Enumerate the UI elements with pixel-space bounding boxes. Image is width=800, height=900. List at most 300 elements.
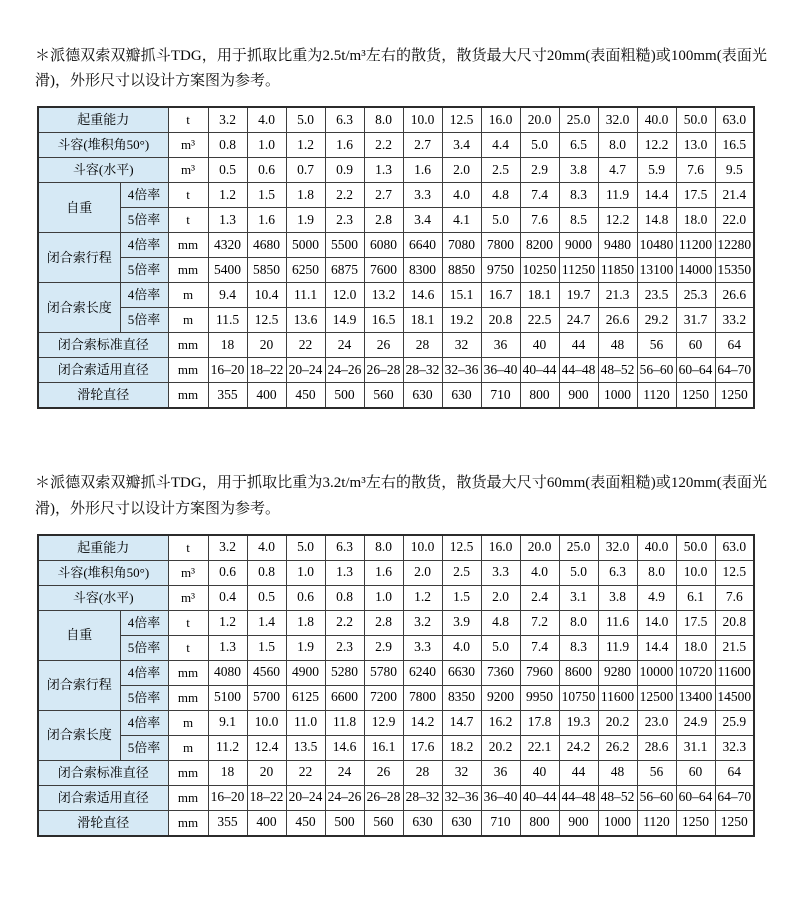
- value-cell: 20–24: [286, 785, 325, 810]
- value-cell: 23.5: [637, 283, 676, 308]
- value-cell: 2.2: [325, 610, 364, 635]
- value-cell: 2.3: [325, 208, 364, 233]
- table-row: [38, 107, 754, 133]
- value-cell: 14500: [715, 685, 754, 710]
- value-cell: 11200: [676, 233, 715, 258]
- value-cell: 9280: [598, 660, 637, 685]
- value-cell: 24–26: [325, 785, 364, 810]
- table-row: [38, 535, 754, 561]
- value-cell: 29.2: [637, 308, 676, 333]
- value-cell: 5.0: [286, 535, 325, 561]
- value-cell: 1.0: [364, 585, 403, 610]
- value-cell: 50.0: [676, 535, 715, 561]
- table-row: [38, 560, 754, 585]
- value-cell: 900: [559, 810, 598, 836]
- value-cell: 5.0: [481, 635, 520, 660]
- value-cell: 2.4: [520, 585, 559, 610]
- value-cell: 32.0: [598, 107, 637, 133]
- value-cell: 56: [637, 760, 676, 785]
- value-cell: 40–44: [520, 785, 559, 810]
- value-cell: 60: [676, 760, 715, 785]
- value-cell: 11.2: [208, 735, 247, 760]
- unit-cell: mm: [168, 358, 208, 383]
- value-cell: 630: [442, 383, 481, 409]
- value-cell: 14.8: [637, 208, 676, 233]
- value-cell: 8850: [442, 258, 481, 283]
- value-cell: 6600: [325, 685, 364, 710]
- unit-cell: m: [168, 283, 208, 308]
- value-cell: 12.4: [247, 735, 286, 760]
- value-cell: 4320: [208, 233, 247, 258]
- value-cell: 9200: [481, 685, 520, 710]
- value-cell: 7800: [481, 233, 520, 258]
- value-cell: 56–60: [637, 785, 676, 810]
- value-cell: 22.0: [715, 208, 754, 233]
- value-cell: 0.6: [208, 560, 247, 585]
- value-cell: 40: [520, 333, 559, 358]
- row-group-label: 自重: [38, 610, 120, 660]
- value-cell: 1.3: [208, 208, 247, 233]
- value-cell: 2.5: [481, 158, 520, 183]
- value-cell: 25.0: [559, 107, 598, 133]
- value-cell: 5280: [325, 660, 364, 685]
- value-cell: 0.5: [247, 585, 286, 610]
- row-label: 起重能力: [38, 535, 168, 561]
- value-cell: 24–26: [325, 358, 364, 383]
- value-cell: 20.2: [598, 710, 637, 735]
- value-cell: 1.5: [442, 585, 481, 610]
- value-cell: 1120: [637, 383, 676, 409]
- value-cell: 24.2: [559, 735, 598, 760]
- value-cell: 11.6: [598, 610, 637, 635]
- value-cell: 22: [286, 333, 325, 358]
- value-cell: 16.5: [715, 133, 754, 158]
- value-cell: 63.0: [715, 535, 754, 561]
- value-cell: 20: [247, 760, 286, 785]
- value-cell: 8.0: [598, 133, 637, 158]
- value-cell: 7600: [364, 258, 403, 283]
- value-cell: 8.0: [364, 107, 403, 133]
- value-cell: 5100: [208, 685, 247, 710]
- value-cell: 9.4: [208, 283, 247, 308]
- value-cell: 6250: [286, 258, 325, 283]
- row-group-label: 闭合索长度: [38, 710, 120, 760]
- value-cell: 800: [520, 810, 559, 836]
- value-cell: 355: [208, 810, 247, 836]
- unit-cell: mm: [168, 760, 208, 785]
- row-sublabel: 5倍率: [120, 308, 168, 333]
- value-cell: 0.6: [286, 585, 325, 610]
- value-cell: 7800: [403, 685, 442, 710]
- value-cell: 4.8: [481, 610, 520, 635]
- value-cell: 0.6: [247, 158, 286, 183]
- row-label: 闭合索适用直径: [38, 358, 168, 383]
- value-cell: 1.2: [208, 610, 247, 635]
- value-cell: 16.7: [481, 283, 520, 308]
- value-cell: 28: [403, 333, 442, 358]
- value-cell: 32: [442, 333, 481, 358]
- value-cell: 0.9: [325, 158, 364, 183]
- row-label: 斗容(堆积角50°): [38, 560, 168, 585]
- value-cell: 7.6: [676, 158, 715, 183]
- row-label: 闭合索适用直径: [38, 785, 168, 810]
- value-cell: 1.2: [208, 183, 247, 208]
- value-cell: 1.0: [247, 133, 286, 158]
- value-cell: 1250: [676, 383, 715, 409]
- value-cell: 3.3: [403, 635, 442, 660]
- value-cell: 6.3: [325, 535, 364, 561]
- row-sublabel: 5倍率: [120, 735, 168, 760]
- value-cell: 5.0: [286, 107, 325, 133]
- value-cell: 1.8: [286, 610, 325, 635]
- unit-cell: mm: [168, 685, 208, 710]
- value-cell: 36: [481, 760, 520, 785]
- value-cell: 26.2: [598, 735, 637, 760]
- value-cell: 11.8: [325, 710, 364, 735]
- value-cell: 11.5: [208, 308, 247, 333]
- value-cell: 5.0: [559, 560, 598, 585]
- value-cell: 18.1: [403, 308, 442, 333]
- value-cell: 4.8: [481, 183, 520, 208]
- value-cell: 21.4: [715, 183, 754, 208]
- row-sublabel: 5倍率: [120, 635, 168, 660]
- value-cell: 355: [208, 383, 247, 409]
- value-cell: 16.0: [481, 535, 520, 561]
- table-row: [38, 735, 754, 760]
- value-cell: 25.3: [676, 283, 715, 308]
- value-cell: 1.3: [364, 158, 403, 183]
- value-cell: 9.1: [208, 710, 247, 735]
- value-cell: 5500: [325, 233, 364, 258]
- value-cell: 7360: [481, 660, 520, 685]
- value-cell: 11.0: [286, 710, 325, 735]
- value-cell: 12.2: [637, 133, 676, 158]
- value-cell: 2.8: [364, 208, 403, 233]
- value-cell: 26–28: [364, 358, 403, 383]
- value-cell: 18–22: [247, 358, 286, 383]
- value-cell: 26: [364, 760, 403, 785]
- row-group-label: 自重: [38, 183, 120, 233]
- value-cell: 18: [208, 333, 247, 358]
- value-cell: 1.5: [247, 183, 286, 208]
- value-cell: 630: [403, 383, 442, 409]
- value-cell: 1.5: [247, 635, 286, 660]
- value-cell: 6.3: [325, 107, 364, 133]
- table-row: [38, 610, 754, 635]
- value-cell: 500: [325, 383, 364, 409]
- value-cell: 0.8: [325, 585, 364, 610]
- value-cell: 4.4: [481, 133, 520, 158]
- value-cell: 0.5: [208, 158, 247, 183]
- value-cell: 8.3: [559, 183, 598, 208]
- value-cell: 4.0: [520, 560, 559, 585]
- value-cell: 0.8: [247, 560, 286, 585]
- value-cell: 36–40: [481, 785, 520, 810]
- row-sublabel: 5倍率: [120, 685, 168, 710]
- table-row: [38, 358, 754, 383]
- value-cell: 16.5: [364, 308, 403, 333]
- value-cell: 1.3: [325, 560, 364, 585]
- value-cell: 24: [325, 760, 364, 785]
- value-cell: 19.7: [559, 283, 598, 308]
- spec-table-1: [37, 106, 755, 409]
- value-cell: 5780: [364, 660, 403, 685]
- value-cell: 26.6: [715, 283, 754, 308]
- value-cell: 4.0: [442, 635, 481, 660]
- value-cell: 14000: [676, 258, 715, 283]
- value-cell: 6.3: [598, 560, 637, 585]
- value-cell: 8300: [403, 258, 442, 283]
- value-cell: 17.8: [520, 710, 559, 735]
- value-cell: 33.2: [715, 308, 754, 333]
- value-cell: 9950: [520, 685, 559, 710]
- value-cell: 11850: [598, 258, 637, 283]
- value-cell: 8.5: [559, 208, 598, 233]
- value-cell: 5.0: [520, 133, 559, 158]
- value-cell: 10.0: [247, 710, 286, 735]
- value-cell: 400: [247, 810, 286, 836]
- value-cell: 2.2: [364, 133, 403, 158]
- value-cell: 9480: [598, 233, 637, 258]
- value-cell: 2.5: [442, 560, 481, 585]
- value-cell: 20.8: [715, 610, 754, 635]
- value-cell: 5700: [247, 685, 286, 710]
- value-cell: 32.3: [715, 735, 754, 760]
- value-cell: 18.0: [676, 208, 715, 233]
- value-cell: 31.1: [676, 735, 715, 760]
- value-cell: 1.6: [403, 158, 442, 183]
- value-cell: 630: [442, 810, 481, 836]
- table-row: [38, 133, 754, 158]
- value-cell: 14.2: [403, 710, 442, 735]
- value-cell: 3.4: [442, 133, 481, 158]
- table-row: [38, 308, 754, 333]
- table-row: [38, 333, 754, 358]
- value-cell: 60–64: [676, 785, 715, 810]
- value-cell: 4.9: [637, 585, 676, 610]
- value-cell: 6630: [442, 660, 481, 685]
- value-cell: 44: [559, 333, 598, 358]
- value-cell: 15350: [715, 258, 754, 283]
- value-cell: 710: [481, 383, 520, 409]
- value-cell: 12.2: [598, 208, 637, 233]
- value-cell: 5000: [286, 233, 325, 258]
- unit-cell: m³: [168, 560, 208, 585]
- value-cell: 10250: [520, 258, 559, 283]
- value-cell: 1000: [598, 383, 637, 409]
- table-row: [38, 685, 754, 710]
- row-sublabel: 4倍率: [120, 610, 168, 635]
- value-cell: 14.7: [442, 710, 481, 735]
- value-cell: 1.8: [286, 183, 325, 208]
- value-cell: 32–36: [442, 785, 481, 810]
- table-row: [38, 183, 754, 208]
- value-cell: 1.9: [286, 635, 325, 660]
- value-cell: 16.0: [481, 107, 520, 133]
- table-row: [38, 283, 754, 308]
- value-cell: 6875: [325, 258, 364, 283]
- row-label: 闭合索标准直径: [38, 760, 168, 785]
- value-cell: 14.9: [325, 308, 364, 333]
- row-label: 起重能力: [38, 107, 168, 133]
- value-cell: 500: [325, 810, 364, 836]
- value-cell: 1.6: [247, 208, 286, 233]
- value-cell: 6125: [286, 685, 325, 710]
- table-row: [38, 785, 754, 810]
- value-cell: 5850: [247, 258, 286, 283]
- value-cell: 13.5: [286, 735, 325, 760]
- unit-cell: m³: [168, 133, 208, 158]
- unit-cell: m³: [168, 158, 208, 183]
- value-cell: 11.9: [598, 635, 637, 660]
- unit-cell: t: [168, 610, 208, 635]
- value-cell: 5.9: [637, 158, 676, 183]
- value-cell: 22.1: [520, 735, 559, 760]
- value-cell: 18.2: [442, 735, 481, 760]
- value-cell: 2.2: [325, 183, 364, 208]
- unit-cell: m: [168, 308, 208, 333]
- value-cell: 4.0: [442, 183, 481, 208]
- table-row: [38, 585, 754, 610]
- value-cell: 8.0: [637, 560, 676, 585]
- value-cell: 3.2: [208, 107, 247, 133]
- value-cell: 44–48: [559, 785, 598, 810]
- value-cell: 20–24: [286, 358, 325, 383]
- row-group-label: 闭合索行程: [38, 233, 120, 283]
- value-cell: 2.9: [364, 635, 403, 660]
- table-row: [38, 233, 754, 258]
- value-cell: 1.9: [286, 208, 325, 233]
- value-cell: 9000: [559, 233, 598, 258]
- value-cell: 15.1: [442, 283, 481, 308]
- row-label: 闭合索标准直径: [38, 333, 168, 358]
- value-cell: 18–22: [247, 785, 286, 810]
- unit-cell: t: [168, 535, 208, 561]
- value-cell: 12.5: [442, 535, 481, 561]
- value-cell: 12.0: [325, 283, 364, 308]
- value-cell: 3.8: [598, 585, 637, 610]
- value-cell: 40–44: [520, 358, 559, 383]
- value-cell: 1.6: [325, 133, 364, 158]
- value-cell: 1.0: [286, 560, 325, 585]
- value-cell: 2.7: [364, 183, 403, 208]
- value-cell: 2.8: [364, 610, 403, 635]
- value-cell: 11.1: [286, 283, 325, 308]
- row-sublabel: 5倍率: [120, 258, 168, 283]
- value-cell: 28–32: [403, 785, 442, 810]
- value-cell: 18.0: [676, 635, 715, 660]
- row-sublabel: 4倍率: [120, 183, 168, 208]
- value-cell: 900: [559, 383, 598, 409]
- value-cell: 1250: [715, 383, 754, 409]
- value-cell: 50.0: [676, 107, 715, 133]
- value-cell: 21.3: [598, 283, 637, 308]
- value-cell: 20.0: [520, 535, 559, 561]
- value-cell: 28: [403, 760, 442, 785]
- value-cell: 5400: [208, 258, 247, 283]
- value-cell: 4.7: [598, 158, 637, 183]
- table-row: [38, 760, 754, 785]
- value-cell: 12500: [637, 685, 676, 710]
- value-cell: 26–28: [364, 785, 403, 810]
- value-cell: 1000: [598, 810, 637, 836]
- intro-paragraph-1: ＊派德双索双瓣抓斗TDG，用于抓取比重为2.5t/m³左右的散货，散货最大尺寸20mm(表面粗糙)或100mm(表面光滑)，外形尺寸以设计方案图为参考。: [35, 48, 767, 90]
- value-cell: 31.7: [676, 308, 715, 333]
- value-cell: 8.0: [559, 610, 598, 635]
- value-cell: 450: [286, 383, 325, 409]
- value-cell: 11600: [715, 660, 754, 685]
- value-cell: 6080: [364, 233, 403, 258]
- value-cell: 13.0: [676, 133, 715, 158]
- value-cell: 1120: [637, 810, 676, 836]
- value-cell: 800: [520, 383, 559, 409]
- value-cell: 40: [520, 760, 559, 785]
- value-cell: 8350: [442, 685, 481, 710]
- value-cell: 17.5: [676, 610, 715, 635]
- unit-cell: m: [168, 710, 208, 735]
- value-cell: 26: [364, 333, 403, 358]
- value-cell: 710: [481, 810, 520, 836]
- value-cell: 48–52: [598, 358, 637, 383]
- value-cell: 20: [247, 333, 286, 358]
- value-cell: 16–20: [208, 358, 247, 383]
- value-cell: 11250: [559, 258, 598, 283]
- value-cell: 12280: [715, 233, 754, 258]
- value-cell: 16.1: [364, 735, 403, 760]
- value-cell: 48–52: [598, 785, 637, 810]
- value-cell: 1.4: [247, 610, 286, 635]
- value-cell: 7.6: [715, 585, 754, 610]
- value-cell: 22: [286, 760, 325, 785]
- value-cell: 18: [208, 760, 247, 785]
- table-row: [38, 635, 754, 660]
- value-cell: 4560: [247, 660, 286, 685]
- value-cell: 0.7: [286, 158, 325, 183]
- row-label: 斗容(水平): [38, 585, 168, 610]
- value-cell: 48: [598, 333, 637, 358]
- value-cell: 23.0: [637, 710, 676, 735]
- row-sublabel: 4倍率: [120, 660, 168, 685]
- value-cell: 19.2: [442, 308, 481, 333]
- unit-cell: mm: [168, 258, 208, 283]
- value-cell: 8.0: [364, 535, 403, 561]
- row-sublabel: 4倍率: [120, 233, 168, 258]
- value-cell: 7200: [364, 685, 403, 710]
- value-cell: 20.2: [481, 735, 520, 760]
- value-cell: 0.4: [208, 585, 247, 610]
- value-cell: 24.9: [676, 710, 715, 735]
- value-cell: 11600: [598, 685, 637, 710]
- value-cell: 32–36: [442, 358, 481, 383]
- value-cell: 9750: [481, 258, 520, 283]
- value-cell: 7.4: [520, 635, 559, 660]
- value-cell: 2.3: [325, 635, 364, 660]
- value-cell: 12.5: [247, 308, 286, 333]
- value-cell: 56: [637, 333, 676, 358]
- value-cell: 10750: [559, 685, 598, 710]
- value-cell: 10.0: [676, 560, 715, 585]
- value-cell: 8.3: [559, 635, 598, 660]
- value-cell: 10.4: [247, 283, 286, 308]
- spec-table-2-body: [38, 535, 754, 836]
- value-cell: 6240: [403, 660, 442, 685]
- value-cell: 13.2: [364, 283, 403, 308]
- value-cell: 24.7: [559, 308, 598, 333]
- value-cell: 1250: [676, 810, 715, 836]
- row-label: 斗容(堆积角50°): [38, 133, 168, 158]
- value-cell: 10480: [637, 233, 676, 258]
- value-cell: 10720: [676, 660, 715, 685]
